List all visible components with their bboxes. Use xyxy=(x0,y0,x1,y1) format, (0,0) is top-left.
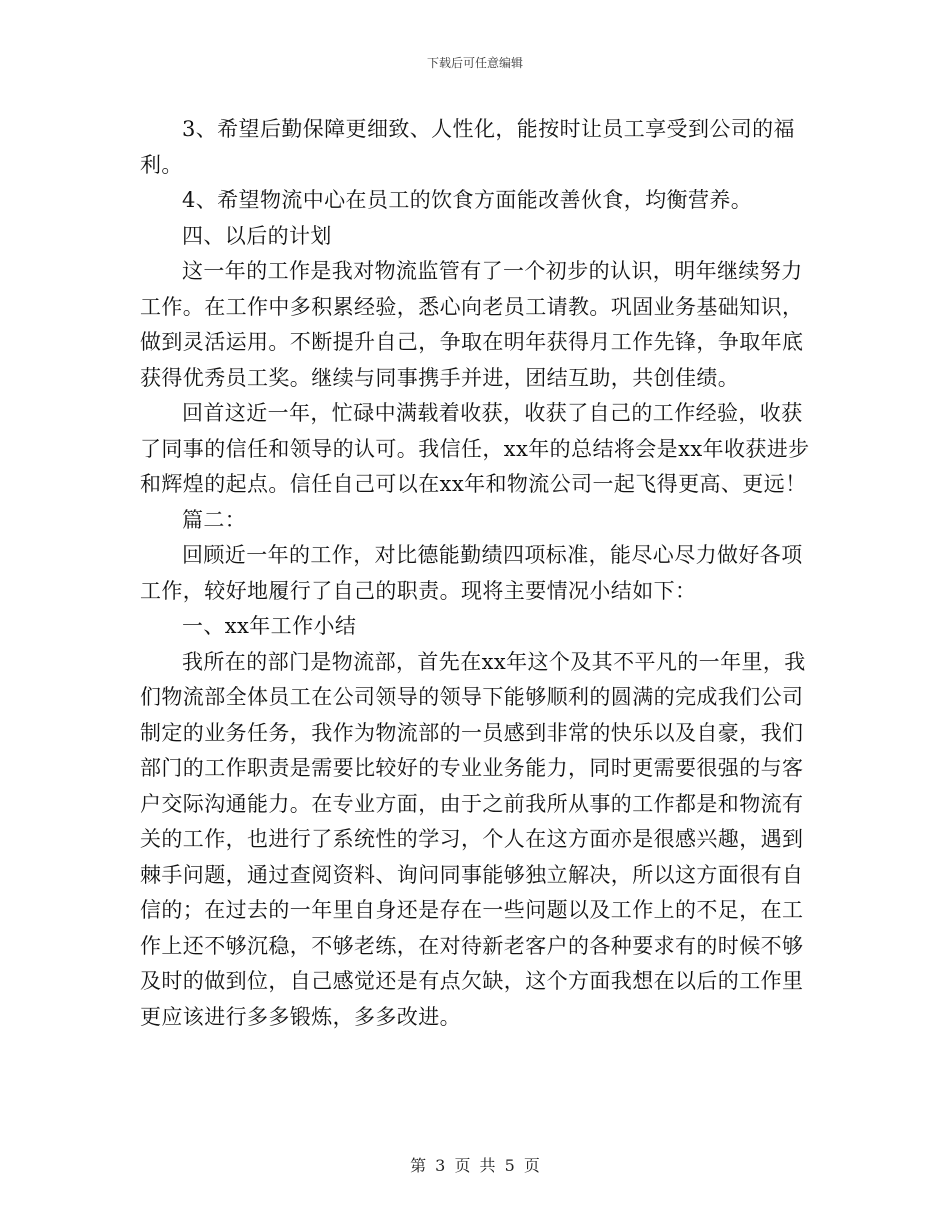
page-number-footer: 第 3 页 共 5 页 xyxy=(410,1156,540,1175)
paragraph-department: 我所在的部门是物流部，首先在xx年这个及其不平凡的一年里，我们物流部全体员工在公司领导的领导下能够顺利的圆满的完成我们公司制定的业务任务，我作为物流部的一员感到非常的快乐以及自豪，我们部门的工作职责是需要比较好的专业业务能力，同时更需要很强的与客户交际沟通能力。在专业方面，由于之前我所从事的工作都是和物流有关的工作，也进行了系统性的学习，个人在这方面亦是很感兴趣，遇到棘手问题，通过查阅资料、询问同事能够独立解决，所以这方面很有自信的；在过去的一年里自身还是存在一些问题以及工作上的不足，在工作上还不够沉稳，不够老练，在对待新老客户的各种要求有的时候不够及时的做到位，自己感觉还是有点欠缺，这个方面我想在以后的工作里更应该进行多多锻炼，多多改进。 xyxy=(140,649,806,1029)
paragraph-plan: 这一年的工作是我对物流监管有了一个初步的认识，明年继续努力工作。在工作中多积累经验，悉心向老员工请教。巩固业务基础知识，做到灵活运用。不断提升自己，争取在明年获得月工作先锋，争取年底获得优秀员工奖。继续与同事携手并进，团结互助，共创佳绩。 xyxy=(140,259,804,390)
section-heading-plan: 四、以后的计划 xyxy=(182,223,332,248)
page-header: 下载后可任意编辑 xyxy=(426,56,523,70)
part-heading: 篇二： xyxy=(182,507,247,532)
paragraph-review: 回首这近一年，忙碌中满载着收获，收获了自己的工作经验，收获了同事的信任和领导的认可。我信任，xx年的总结将会是xx年收获进步和辉煌的起点。信任自己可以在xx年和物流公司一起飞得更高、更远！ xyxy=(140,401,810,496)
paragraph-item-3: 3、希望后勤保障更细致、人性化，能按时让员工享受到公司的福利。 xyxy=(140,117,795,177)
section-heading-summary: 一、xx年工作小结 xyxy=(182,614,357,638)
paragraph-item-4: 4、希望物流中心在员工的饮食方面能改善伙食，均衡营养。 xyxy=(182,188,753,212)
paragraph-intro: 回顾近一年的工作，对比德能勤绩四项标准，能尽心尽力做好各项工作，较好地履行了自己的职责。现将主要情况小结如下： xyxy=(140,543,803,603)
document-body xyxy=(140,112,812,1035)
